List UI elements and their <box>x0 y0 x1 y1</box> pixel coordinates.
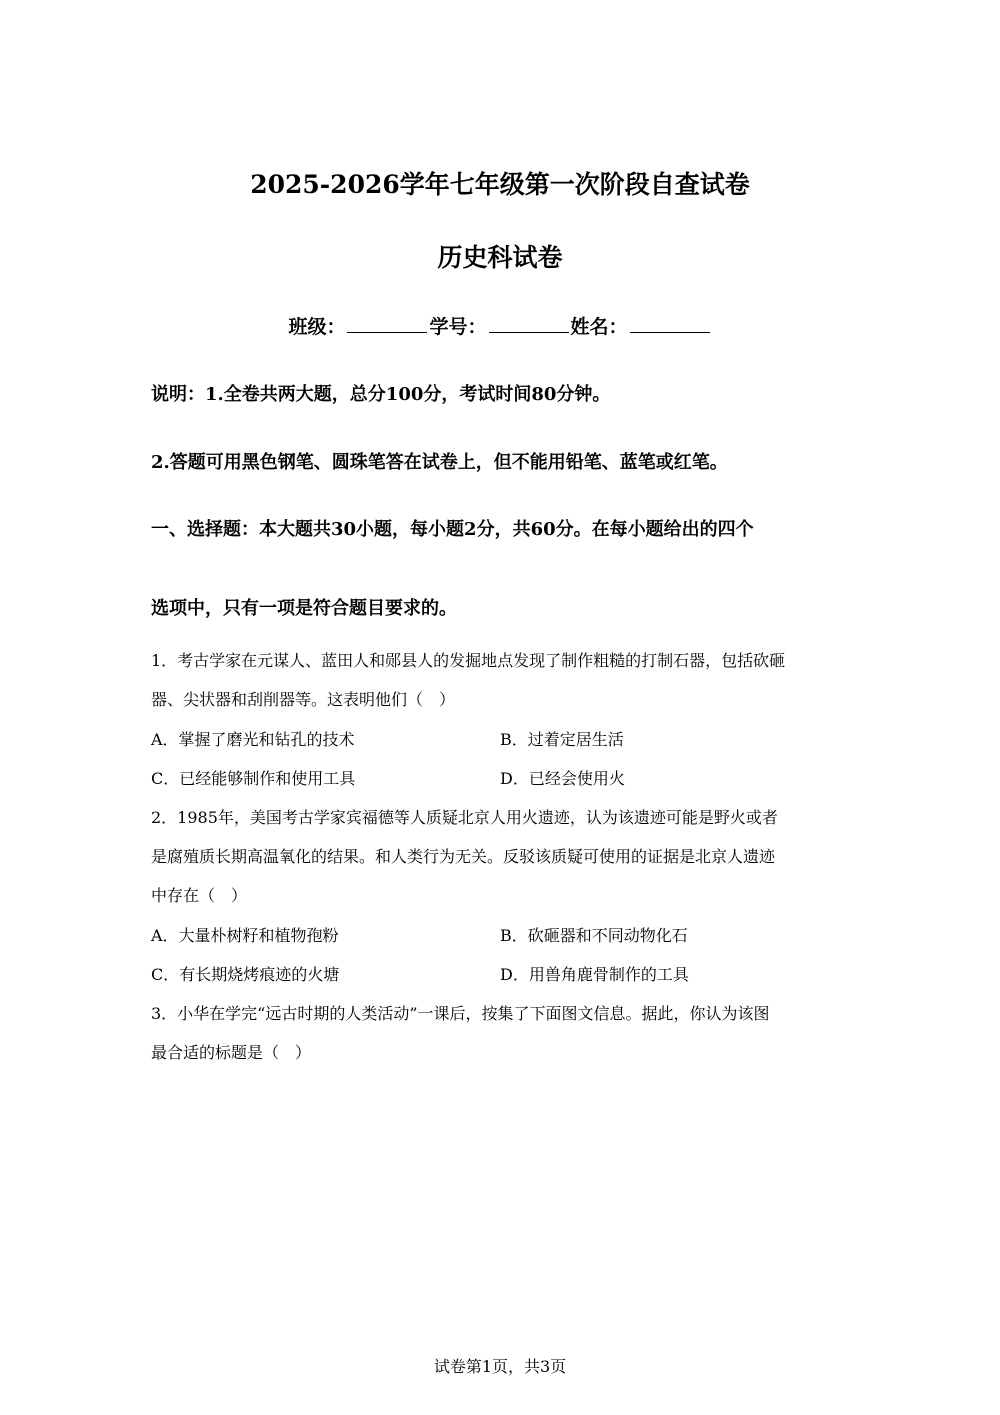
section-heading-line-2: 选项中，只有一项是符合题目要求的。 <box>151 598 457 619</box>
question-1-stem-line-1: 1．考古学家在元谋人、蓝田人和郧县人的发掘地点发现了制作粗糙的打制石器，包括砍砸 <box>151 651 786 670</box>
class-blank[interactable] <box>347 314 427 333</box>
question-2-stem-line-3: 中存在（ ） <box>151 886 248 905</box>
instruction-line-2: 2.答题可用黑色钢笔、圆珠笔答在试卷上，但不能用铅笔、蓝笔或红笔。 <box>151 452 728 473</box>
section-heading-line-1: 一、选择题：本大题共30小题，每小题2分，共60分。在每小题给出的四个 <box>151 519 754 540</box>
question-1-option-c: C．已经能够制作和使用工具 <box>151 769 356 788</box>
question-2-option-d: D．用兽角鹿骨制作的工具 <box>500 965 689 984</box>
class-label: 班级： <box>288 316 346 338</box>
instruction-line-1: 说明：1.全卷共两大题，总分100分，考试时间80分钟。 <box>151 384 611 405</box>
number-label: 学号： <box>429 316 487 338</box>
number-blank[interactable] <box>489 314 569 333</box>
question-1-stem-line-2: 器、尖状器和刮削器等。这表明他们（ ） <box>151 690 456 709</box>
question-2-stem-line-2: 是腐殖质长期高温氧化的结果。和人类行为无关。反驳该质疑可使用的证据是北京人遗迹 <box>151 847 776 866</box>
question-1-option-a: A．掌握了磨光和钻孔的技术 <box>151 730 355 749</box>
question-1-option-d: D．已经会使用火 <box>500 769 625 788</box>
name-blank[interactable] <box>630 314 710 333</box>
exam-subtitle: 历史科试卷 <box>437 243 563 272</box>
question-2-option-c: C．有长期烧烤痕迹的火塘 <box>151 965 340 984</box>
exam-title: 2025-2026学年七年级第一次阶段自查试卷 <box>250 170 750 199</box>
student-info-line <box>0 314 1000 340</box>
page-footer: 试卷第1页，共3页 <box>433 1357 567 1376</box>
name-label: 姓名： <box>570 316 628 338</box>
question-3-stem-line-2: 最合适的标题是（ ） <box>151 1043 312 1062</box>
question-2-stem-line-1: 2．1985年，美国考古学家宾福德等人质疑北京人用火遗迹，认为该遗迹可能是野火或者 <box>151 808 778 827</box>
question-1-option-b: B．过着定居生活 <box>500 730 624 749</box>
question-3-stem-line-1: 3．小华在学完“远古时期的人类活动”一课后，按集了下面图文信息。据此，你认为该图 <box>151 1004 770 1023</box>
question-2-option-a: A．大量朴树籽和植物孢粉 <box>151 926 339 945</box>
question-2-option-b: B．砍砸器和不同动物化石 <box>500 926 688 945</box>
